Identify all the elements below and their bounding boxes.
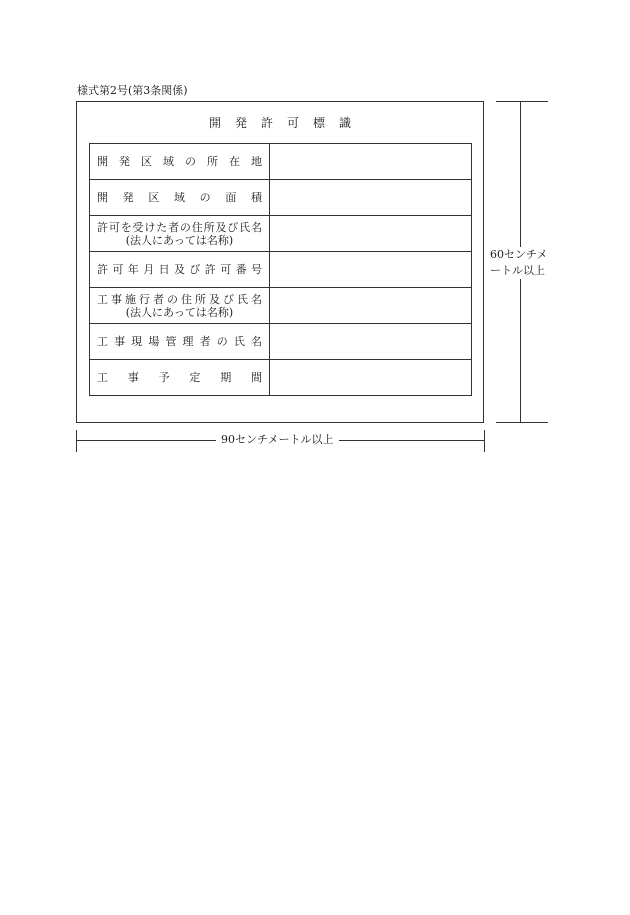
row-value-area bbox=[270, 180, 472, 216]
row-label-site-manager bbox=[90, 324, 270, 360]
row-label-text: 工 事 現 場 管 理 者 の 氏 名 bbox=[97, 335, 262, 348]
height-dim-top-tick bbox=[496, 101, 548, 102]
row-label-text: 許 可 年 月 日 及 び 許 可 番 号 bbox=[97, 263, 262, 276]
width-dim-left-tick bbox=[76, 430, 77, 452]
row-label-contractor bbox=[90, 288, 270, 324]
row-label-permittee bbox=[90, 216, 270, 252]
width-dimension-label: 90センチメートル以上 bbox=[216, 433, 339, 447]
table-row bbox=[90, 216, 472, 252]
row-value-contractor bbox=[270, 288, 472, 324]
row-label-permit-date-number bbox=[90, 252, 270, 288]
row-label-text: 許可を受けた者の住所及び氏名 bbox=[97, 220, 262, 234]
width-dim-right-tick bbox=[484, 430, 485, 452]
table-row bbox=[90, 180, 472, 216]
row-label-text: 開 発 区 域 の 面 積 bbox=[97, 191, 262, 204]
row-label-schedule bbox=[90, 360, 270, 396]
table-row bbox=[90, 252, 472, 288]
table-row bbox=[90, 360, 472, 396]
row-label-subtext: (法人にあっては名称) bbox=[125, 305, 234, 319]
row-value-permit-date-number bbox=[270, 252, 472, 288]
row-value-location bbox=[270, 144, 472, 180]
row-value-permittee bbox=[270, 216, 472, 252]
sign-title: 開発許可標識 bbox=[208, 116, 365, 130]
form-number-label: 様式第2号(第3条関係) bbox=[77, 84, 188, 97]
row-label-area bbox=[90, 180, 270, 216]
row-label-location bbox=[90, 144, 270, 180]
row-value-schedule bbox=[270, 360, 472, 396]
table-row bbox=[90, 288, 472, 324]
row-label-subtext: (法人にあっては名称) bbox=[125, 233, 234, 247]
height-dim-bottom-tick bbox=[496, 422, 548, 423]
row-label-text: 工 事 予 定 期 間 bbox=[97, 371, 262, 384]
table-row bbox=[90, 144, 472, 180]
permit-info-table bbox=[89, 143, 472, 396]
row-label-text: 開 発 区 域 の 所 在 地 bbox=[97, 155, 262, 168]
row-value-site-manager bbox=[270, 324, 472, 360]
row-label-text: 工事施行者の住所及び氏名 bbox=[97, 292, 262, 306]
height-dimension-label: 60センチメートル以上 bbox=[490, 247, 552, 279]
table-row bbox=[90, 324, 472, 360]
